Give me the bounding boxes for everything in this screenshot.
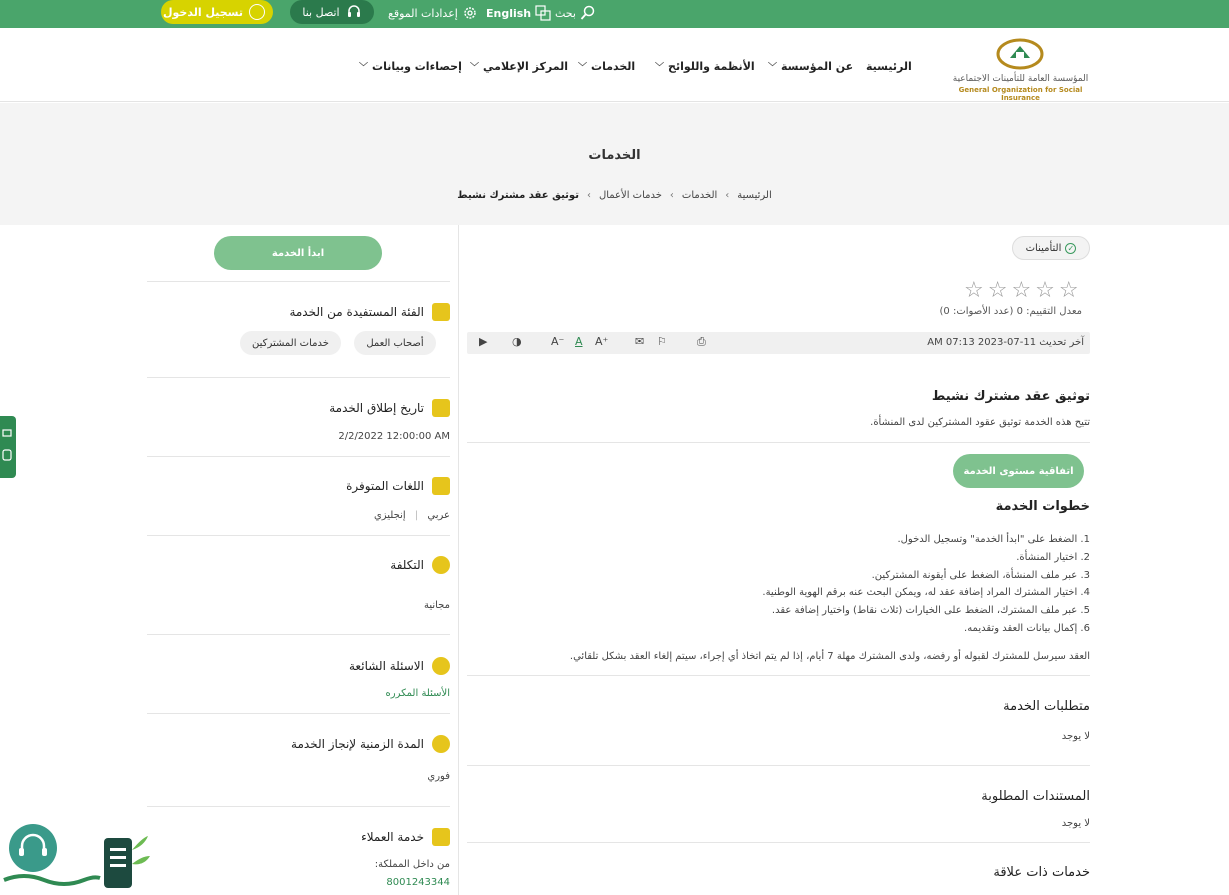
nav-services-label: الخدمات [591,60,636,73]
chevron-down-icon: ﹀ [359,63,369,73]
category-tag[interactable] [1012,236,1090,260]
search-link[interactable] [555,5,596,21]
calendar-icon [432,399,450,417]
last-updated: آخر تحديث 11-07-2023 07:13 AM [927,337,1084,348]
divider [147,281,450,282]
divider [147,806,450,807]
nav-media-label: المركز الإعلامي [483,60,568,73]
divider [147,535,450,536]
faq-heading [349,657,450,675]
nav-about[interactable] [768,60,853,73]
faq-link[interactable]: الأسئلة المكرره [385,688,450,699]
user-icon [249,4,265,20]
breadcrumb-current: توثيق عقد مشترك نشيط [457,190,579,201]
column-divider [458,225,459,895]
chevron-down-icon: ﹀ [578,63,588,73]
service-title: توثيق عقد مشترك نشيط [931,389,1090,404]
print-icon[interactable]: ⎙ [697,335,706,348]
divider [147,634,450,635]
search-icon [580,5,596,21]
chat-support-icon [0,820,160,895]
chat-icon [432,828,450,846]
chevron-left-icon: › [586,190,591,201]
nav-home[interactable] [866,60,912,73]
stopwatch-icon [432,735,450,753]
logo-english-text: General Organization for Social Insurance [958,86,1083,102]
divider [467,765,1090,766]
translate-icon [432,477,450,495]
audience-chip-employers: أصحاب العمل [354,331,436,355]
page-title: الخدمات [588,148,641,163]
rating-summary: معدل التقييم: 0 (عدد الأصوات: 0) [939,306,1082,317]
nav-statistics-label: إحصاءات وبيانات [372,60,462,73]
audience-title: الفئة المستفيدة من الخدمة [289,305,424,319]
user-badge-icon [432,303,450,321]
font-reset-icon[interactable]: A [575,335,583,348]
language-label: English [486,6,532,20]
logo-emblem [948,36,1093,74]
separator: | [414,510,419,521]
breadcrumb-home[interactable]: الرئيسية [737,190,772,201]
chevron-down-icon: ﹀ [768,63,778,73]
rating-stars[interactable]: ☆☆☆☆☆ [964,278,1083,303]
contact-button[interactable] [290,0,374,24]
category-tag-label: التأمينات [1025,242,1062,254]
nav-regulations-label: الأنظمة واللوائح [668,60,755,73]
audience-chip-subscribers: خدمات المشتركين [240,331,341,355]
sla-button[interactable]: اتفاقية مستوى الخدمة [953,454,1084,488]
divider [147,377,450,378]
audience-heading [289,303,450,321]
coins-icon [432,556,450,574]
logo-arabic-text: المؤسسة العامة للتأمينات الاجتماعية [952,74,1089,84]
language-arabic: عربي [427,510,450,521]
top-bar [0,0,1229,28]
duration-value: فوري [427,771,450,782]
breadcrumb-business-services[interactable]: خدمات الأعمال [598,190,662,201]
chevron-left-icon: › [725,190,730,201]
launch-value: 2/2/2022 12:00:00 AM [338,431,450,442]
language-link[interactable] [486,5,551,21]
contact-label: اتصل بنا [302,5,340,19]
divider [147,456,450,457]
headset-icon [346,4,362,20]
site-watermark[interactable] [0,820,160,895]
list-item: 6. إكمال بيانات العقد وتقديمه. [964,622,1090,634]
email-icon[interactable]: ✉ [635,335,645,348]
feedback-icon [0,416,16,478]
launch-title: تاريخ إطلاق الخدمة [329,401,424,415]
play-icon[interactable]: ▶ [479,335,488,348]
main-header [0,28,1229,102]
list-item: 5. عبر ملف المشترك، الضغط على الخيارات (ثلاث نقاط) واختيار إضافة عقد. [771,605,1090,617]
service-description: تتيح هذه الخدمة توثيق عقود المشتركين لدى المنشأة. [870,417,1090,428]
steps-list [470,531,1090,638]
list-item: 4. اختيار المشترك المراد إضافة عقد له، ويمكن البحث عنه برقم الهوية الوطنية. [762,587,1090,599]
gear-icon [462,5,478,21]
related-services-title: خدمات ذات علاقة [993,865,1090,880]
font-decrease-icon[interactable]: A⁻ [551,335,565,348]
support-title: خدمة العملاء [361,830,424,844]
font-increase-icon[interactable]: A⁺ [595,335,609,348]
nav-statistics[interactable] [359,60,462,73]
page-banner [0,103,1229,225]
support-phone[interactable]: 8001243344 [386,877,450,888]
search-label: بحث [555,6,576,20]
documents-value: لا يوجد [1061,818,1090,829]
chevron-down-icon: ﹀ [470,63,480,73]
nav-services[interactable] [578,60,635,73]
settings-label: إعدادات الموقع [388,6,458,20]
launch-heading [329,399,450,417]
site-settings-link[interactable] [388,5,478,21]
feedback-side-tab[interactable] [0,416,16,478]
chevron-left-icon: › [669,190,674,201]
nav-home-label: الرئيسية [866,60,912,73]
login-button[interactable] [161,0,273,24]
documents-title: المستندات المطلوبة [981,789,1090,804]
duration-heading [291,735,450,753]
divider [467,842,1090,843]
faq-title: الاسئلة الشائعة [349,659,424,673]
languages-heading [346,477,450,495]
breadcrumb [0,190,1229,201]
contrast-icon[interactable]: ◑ [512,335,522,348]
languages-list [374,510,450,521]
languages-title: اللغات المتوفرة [346,479,424,493]
nav-media[interactable] [470,60,568,73]
nav-regulations[interactable] [655,60,755,73]
divider [467,442,1090,443]
accessibility-toolbar [467,332,1090,354]
duration-title: المدة الزمنية لإنجاز الخدمة [291,737,424,751]
list-item: 3. عبر ملف المنشأة، الضغط على أيقونة المشتركين. [871,569,1090,581]
cost-value: مجانية [423,600,450,611]
nav-about-label: عن المؤسسة [781,60,854,73]
translate-icon [535,5,551,21]
divider [467,675,1090,676]
breadcrumb-services[interactable]: الخدمات [681,190,718,201]
login-label: تسجيل الدخول [162,5,243,19]
language-english: إنجليزي [373,510,406,521]
service-note: العقد سيرسل للمشترك لقبوله أو رفضه، ولدى المشترك مهلة 7 أيام، إذا لم يتم اتخاذ أي إجراء، سيتم إلغاء العقد بشكل تلقائي. [569,651,1090,662]
gosi-logo[interactable] [948,36,1093,102]
check-circle-icon: ✓ [1065,243,1076,254]
question-icon [432,657,450,675]
requirements-value: لا يوجد [1061,731,1090,742]
list-item: 1. الضغط على "ابدأ الخدمة" وتسجيل الدخول. [897,534,1090,545]
cost-heading [390,556,450,574]
divider [147,713,450,714]
start-service-button[interactable]: ابدأ الخدمة [214,236,382,270]
support-label: من داخل المملكة: [374,859,450,870]
steps-title: خطوات الخدمة [995,499,1090,514]
requirements-title: متطلبات الخدمة [1003,699,1090,714]
support-heading [361,828,450,846]
list-item: 2. اختيار المنشأة. [1016,551,1090,563]
cost-title: التكلفة [390,558,424,572]
bookmark-icon[interactable]: ⚐ [657,335,667,348]
chevron-down-icon: ﹀ [655,63,665,73]
